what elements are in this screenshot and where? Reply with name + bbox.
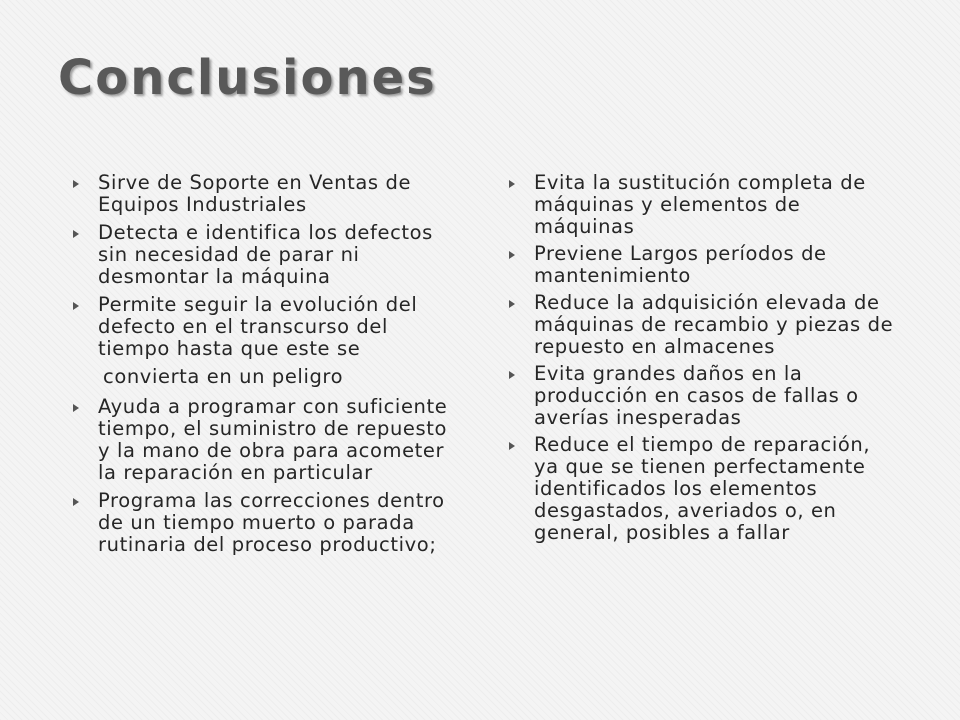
right-bullet-list (506, 172, 896, 549)
list-item-text: Reduce la adquisición elevada de máquinas de recambio y piezas de repuesto en almacenes (534, 291, 894, 358)
list-item (70, 396, 460, 484)
list-item (70, 222, 460, 288)
list-item (506, 172, 896, 238)
list-item-text: convierta en un peligro (103, 365, 344, 388)
triangle-bullet-icon (509, 442, 515, 450)
triangle-bullet-icon (73, 302, 79, 310)
list-item-text: Evita la sustitución completa de máquinas y elementos de máquinas (534, 171, 866, 238)
list-item-text: Programa las correcciones dentro de un tiempo muerto o parada rutinaria del proceso productivo; (98, 489, 445, 556)
left-bullet-list (70, 172, 460, 562)
triangle-bullet-icon (509, 300, 515, 308)
list-item (70, 294, 460, 360)
triangle-bullet-icon (73, 230, 79, 238)
list-item (70, 172, 460, 216)
list-item (506, 292, 896, 358)
triangle-bullet-icon (73, 404, 79, 412)
triangle-bullet-icon (509, 371, 515, 379)
list-item-text: Previene Largos períodos de mantenimiento (534, 242, 827, 287)
list-item (506, 363, 896, 429)
triangle-bullet-icon (509, 251, 515, 259)
list-item-text: Sirve de Soporte en Ventas de Equipos Industriales (98, 171, 412, 216)
list-item (70, 490, 460, 556)
list-item-text: Detecta e identifica los defectos sin necesidad de parar ni desmontar la máquina (98, 221, 433, 288)
list-item-text: Permite seguir la evolución del defecto en el transcurso del tiempo hasta que este se (98, 293, 418, 360)
triangle-bullet-icon (73, 180, 79, 188)
triangle-bullet-icon (73, 498, 79, 506)
list-item-text: Evita grandes daños en la producción en casos de fallas o averías inesperadas (534, 362, 859, 429)
triangle-bullet-icon (509, 180, 515, 188)
list-item-continuation (70, 366, 460, 388)
list-item-text: Reduce el tiempo de reparación, ya que se tienen perfectamente identificados los elementos desgastados, averiados o, en general, posibles a fallar (534, 433, 871, 544)
list-item-text: Ayuda a programar con suficiente tiempo, el suministro de repuesto y la mano de obra para acometer la reparación en particular (98, 395, 448, 484)
slide-title: Conclusiones (58, 50, 437, 106)
list-item (506, 434, 896, 544)
list-item (506, 243, 896, 287)
